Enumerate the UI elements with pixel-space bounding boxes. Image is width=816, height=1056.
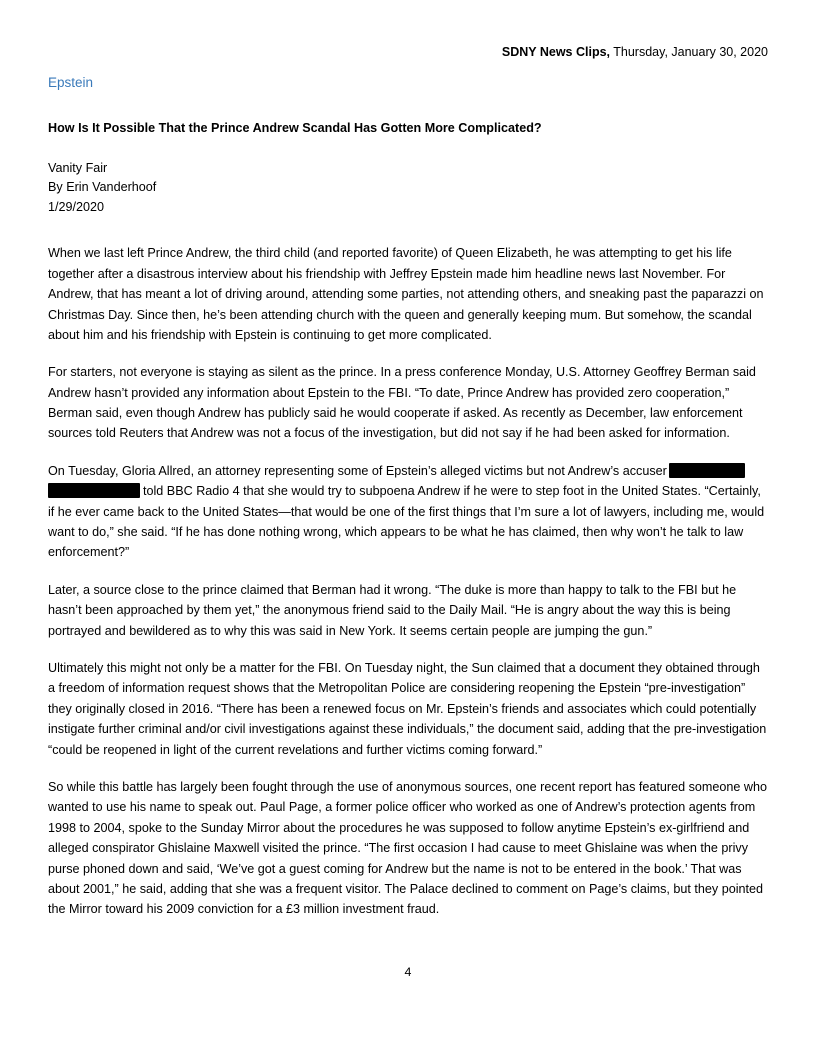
page-number: 4 [404, 965, 412, 979]
article-paragraph: Ultimately this might not only be a matter for the FBI. On Tuesday night, the Sun claimed that a document they obtained through a freedom of information request shows that the Metropolitan Police are considering reopening the Epstein “pre-investigation” they originally closed in 2016. “There has been a renewed focus on Mr. Epstein’s friends and associates which could potentially instigate further criminal and/or civil investigations against these individuals,” the document said, adding that the pre-investigation “could be reopened in light of the current revelations and further victims coming forward.” [48, 660, 767, 757]
article-byline: By Erin Vanderhoof [48, 180, 157, 195]
header-title-date: Thursday, January 30, 2020 [610, 45, 768, 59]
article-paragraph: So while this battle has largely been fought through the use of anonymous sources, one recent report has featured someone who wanted to use his name to speak out. Paul Page, a former police officer who worked as one of Andrew’s protection agents from 1998 to 2004, spoke to the Sunday Mirror about the procedures he was supposed to follow anytime Epstein’s ex-girlfriend and alleged conspirator Ghislaine Maxwell visited the prince. “The first occasion I had cause to meet Ghislaine was when the privy purse phoned down and said, ‘We’ve got a guest coming for Andrew but the name is not to be entered in the book.’ That was about 2001,” he said, adding that she was a frequent visitor. The Palace declined to comment on Page’s claims, but they pointed the Mirror toward his 2009 conviction for a £3 million investment fraud. [48, 779, 767, 917]
article-paragraph: When we last left Prince Andrew, the third child (and reported favorite) of Queen Elizabeth, he was attempting to get his life together after a disastrous interview about his friendship with Jeffrey Epstein made him headline news last November. For Andrew, that has meant a lot of driving around, attending some parties, not attending others, and sneaking past the paparazzi on Christmas Day. Since then, he’s been attending church with the queen and generally keeping mum. But somehow, the scandal about him and his friendship with Epstein is continuing to get more complicated. [48, 246, 764, 342]
redacted-paragraph-text-before: On Tuesday, Gloria Allred, an attorney representing some of Epstein’s alleged victims but not Andrew’s accuser [48, 463, 667, 478]
article-publication: Vanity Fair [48, 160, 108, 175]
redacted-paragraph-text-after: told BBC Radio 4 that she would try to subpoena Andrew if he were to step foot in the United States. “Certainly, if he ever came back to the United States—that would be one of the first things that I’m sure a lot of lawyers, including me, would want to do,” she said. “If he has done nothing wrong, which appears to be what he has claimed, then why won’t he talk to law enforcement?” [48, 484, 765, 560]
article-meta [48, 159, 768, 218]
page-content [48, 44, 768, 937]
document-header [48, 44, 768, 60]
article-paragraph-redacted [48, 461, 768, 563]
section-heading: Epstein [48, 75, 94, 91]
article-headline: How Is It Possible That the Prince Andrew Scandal Has Gotten More Complicated? [48, 120, 542, 135]
redaction-bar-icon [48, 483, 140, 498]
article-paragraph: For starters, not everyone is staying as silent as the prince. In a press conference Monday, U.S. Attorney Geoffrey Berman said Andrew hasn’t provided any information about Epstein to the FBI. “To date, Prince Andrew has provided zero cooperation,” Berman said, even though Andrew has publicly said he would cooperate if asked. As recently as December, law enforcement sources told Reuters that Andrew was not a focus of the investigation, but did not say if he had been asked for information. [48, 365, 756, 441]
redaction-bar-icon [669, 463, 745, 478]
header-title-bold: SDNY News Clips, [501, 45, 611, 59]
article-date: 1/29/2020 [48, 199, 105, 214]
article-paragraph: Later, a source close to the prince claimed that Berman had it wrong. “The duke is more than happy to talk to the FBI but he hasn’t been approached by them yet,” the anonymous friend said to the Daily Mail. “He is angry about the way this is being portrayed and bewildered as to why this was said in New York. It seems certain people are jumping the gun.” [48, 582, 737, 638]
